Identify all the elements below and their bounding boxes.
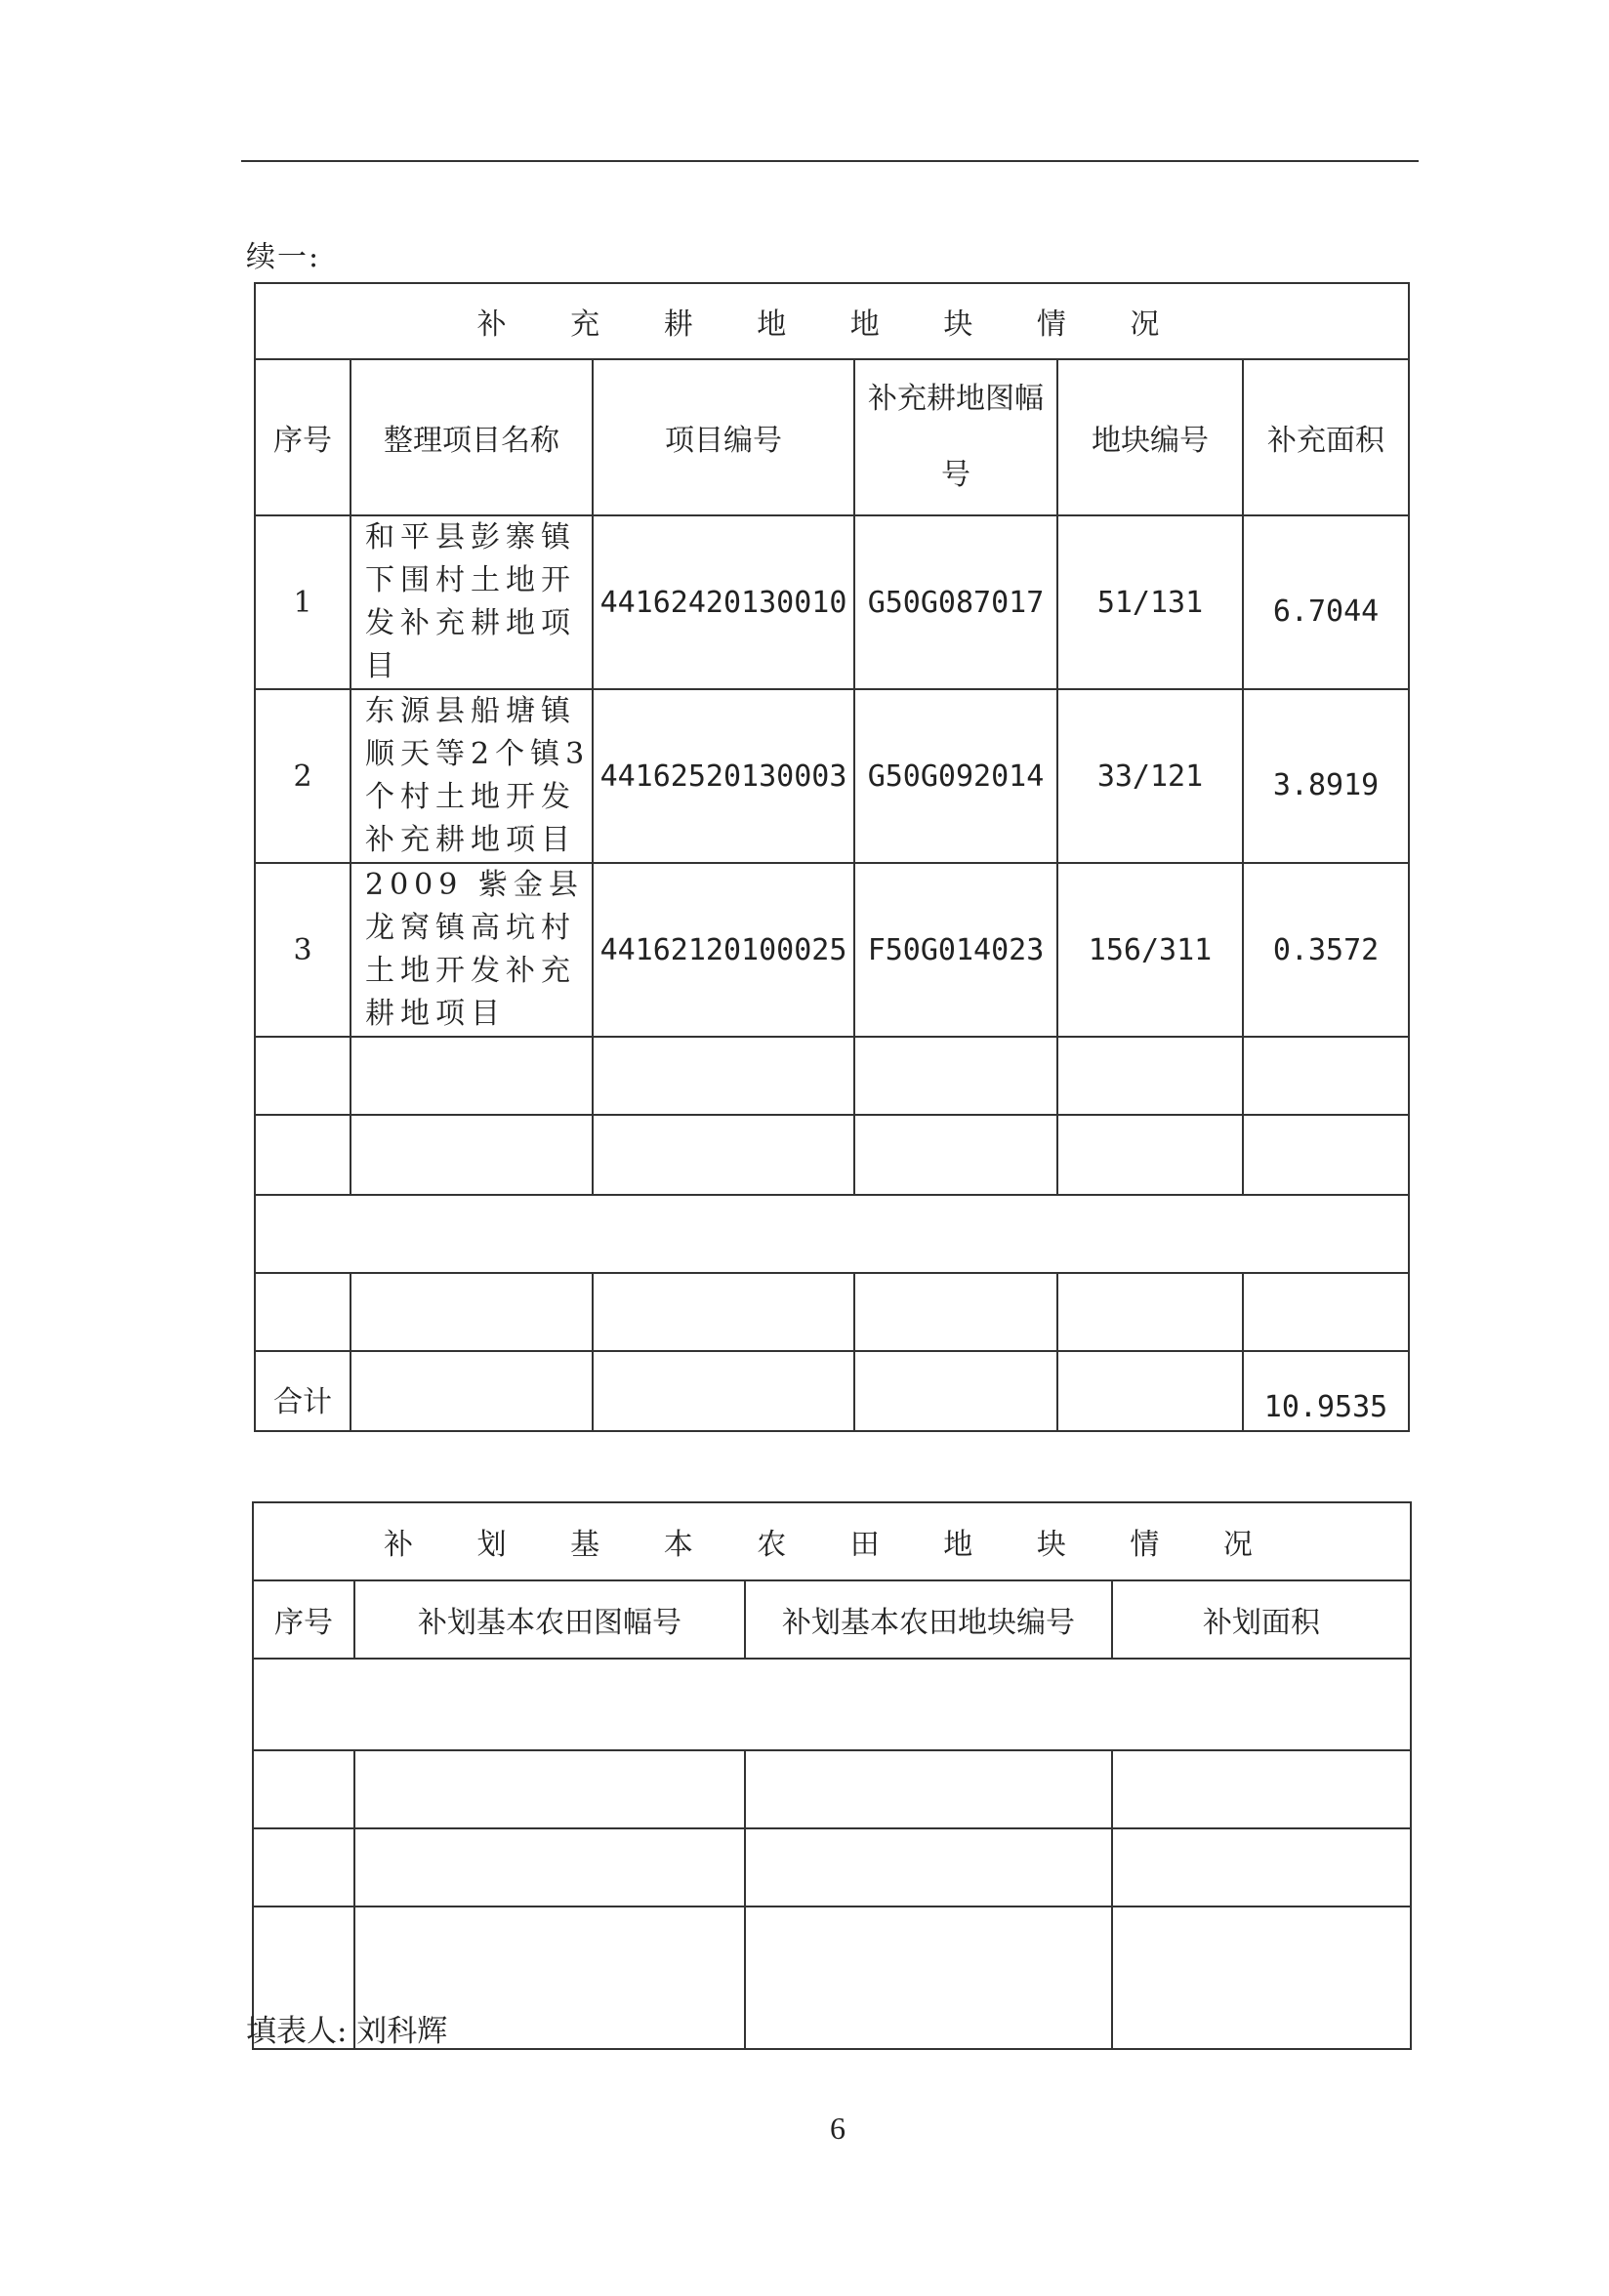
empty-row bbox=[253, 1828, 1411, 1906]
total-label: 合计 bbox=[255, 1351, 351, 1431]
header-seq: 序号 bbox=[255, 359, 351, 515]
empty-row bbox=[255, 1115, 1409, 1195]
empty-row bbox=[253, 1750, 1411, 1828]
row-parcel-number: 51/131 bbox=[1057, 515, 1243, 689]
header-basic-area: 补划面积 bbox=[1112, 1580, 1411, 1659]
table-row bbox=[255, 515, 1409, 689]
empty-row bbox=[255, 1037, 1409, 1115]
row-seq: 1 bbox=[255, 515, 351, 689]
row-seq: 3 bbox=[255, 863, 351, 1037]
table-row bbox=[255, 689, 1409, 863]
total-row bbox=[255, 1351, 1409, 1431]
row-project-code: 44162420130010 bbox=[593, 515, 854, 689]
row-map-sheet: F50G014023 bbox=[854, 863, 1057, 1037]
header-seq: 序号 bbox=[253, 1580, 354, 1659]
form-filler: 填表人: 刘科辉 bbox=[246, 2014, 448, 2049]
header-basic-map-sheet: 补划基本农田图幅号 bbox=[354, 1580, 745, 1659]
supplementary-basic-farmland-table bbox=[252, 1501, 1412, 2050]
row-map-sheet: G50G092014 bbox=[854, 689, 1057, 863]
page-number: 6 bbox=[830, 2111, 846, 2146]
row-project-name: 2009 紫金县龙窝镇高坑村土地开发补充耕地项目 bbox=[351, 863, 593, 1037]
table1-title: 补 充 耕 地 地 块 情 况 bbox=[255, 283, 1409, 359]
continuation-heading: 续一: bbox=[246, 240, 321, 274]
header-basic-parcel-number: 补划基本农田地块编号 bbox=[745, 1580, 1112, 1659]
row-area: 0.3572 bbox=[1243, 863, 1409, 1037]
header-project-code: 项目编号 bbox=[593, 359, 854, 515]
row-seq: 2 bbox=[255, 689, 351, 863]
empty-row bbox=[255, 1273, 1409, 1351]
row-area: 6.7044 bbox=[1243, 515, 1409, 689]
row-project-code: 44162120100025 bbox=[593, 863, 854, 1037]
header-parcel-number: 地块编号 bbox=[1057, 359, 1243, 515]
total-area: 10.9535 bbox=[1243, 1351, 1409, 1431]
supplementary-farmland-table bbox=[254, 282, 1410, 1432]
empty-merged-row bbox=[253, 1659, 1411, 1750]
row-area: 3.8919 bbox=[1243, 689, 1409, 863]
row-project-name: 和平县彭寨镇下围村土地开发补充耕地项目 bbox=[351, 515, 593, 689]
table2-title: 补 划 基 本 农 田 地 块 情 况 bbox=[253, 1502, 1411, 1580]
row-project-name: 东源县船塘镇顺天等2个镇3个村土地开发补充耕地项目 bbox=[351, 689, 593, 863]
row-parcel-number: 33/121 bbox=[1057, 689, 1243, 863]
header-rule bbox=[241, 160, 1419, 162]
header-map-sheet: 补充耕地图幅号 bbox=[854, 359, 1057, 515]
header-project-name: 整理项目名称 bbox=[351, 359, 593, 515]
row-map-sheet: G50G087017 bbox=[854, 515, 1057, 689]
header-area: 补充面积 bbox=[1243, 359, 1409, 515]
empty-merged-row bbox=[255, 1195, 1409, 1273]
row-parcel-number: 156/311 bbox=[1057, 863, 1243, 1037]
table-row bbox=[255, 863, 1409, 1037]
row-project-code: 44162520130003 bbox=[593, 689, 854, 863]
